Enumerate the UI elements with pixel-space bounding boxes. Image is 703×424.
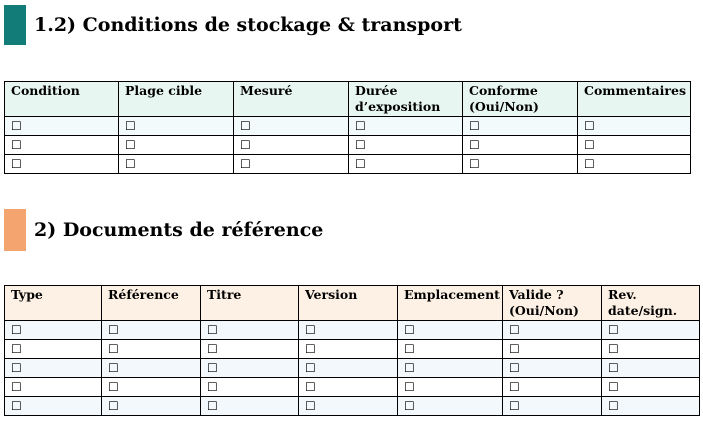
- column-header: Emplacement: [398, 286, 503, 321]
- checkbox[interactable]: ☐: [463, 136, 578, 155]
- column-header: Valide ? (Oui/Non): [503, 286, 602, 321]
- column-header: Titre: [201, 286, 299, 321]
- table-row: [5, 340, 700, 359]
- checkbox[interactable]: ☐: [102, 359, 201, 378]
- section-title-storage: 1.2) Conditions de stockage & transport: [34, 14, 462, 36]
- table-row: [5, 136, 691, 155]
- checkbox[interactable]: ☐: [234, 117, 349, 136]
- column-header: Commentaires: [578, 82, 691, 117]
- checkbox[interactable]: ☐: [102, 378, 201, 397]
- checkbox[interactable]: ☐: [349, 155, 463, 174]
- checkbox[interactable]: ☐: [5, 117, 119, 136]
- table-row: [5, 397, 700, 416]
- checkbox[interactable]: ☐: [398, 359, 503, 378]
- checkbox[interactable]: ☐: [5, 378, 102, 397]
- checkbox[interactable]: ☐: [5, 321, 102, 340]
- checkbox[interactable]: ☐: [602, 340, 700, 359]
- checkbox[interactable]: ☐: [503, 397, 602, 416]
- checkbox[interactable]: ☐: [398, 321, 503, 340]
- checkbox[interactable]: ☐: [119, 155, 234, 174]
- checkbox[interactable]: ☐: [503, 359, 602, 378]
- checkbox[interactable]: ☐: [463, 155, 578, 174]
- column-header: Plage cible: [119, 82, 234, 117]
- checkbox[interactable]: ☐: [119, 136, 234, 155]
- checkbox[interactable]: ☐: [201, 378, 299, 397]
- checkbox[interactable]: ☐: [398, 340, 503, 359]
- checkbox[interactable]: ☐: [349, 117, 463, 136]
- checkbox[interactable]: ☐: [102, 321, 201, 340]
- checkbox[interactable]: ☐: [299, 378, 398, 397]
- table-row: [5, 155, 691, 174]
- checkbox[interactable]: ☐: [349, 136, 463, 155]
- column-header: Condition: [5, 82, 119, 117]
- checkbox[interactable]: ☐: [299, 340, 398, 359]
- reference-documents-table: [4, 285, 700, 416]
- checkbox[interactable]: ☐: [5, 340, 102, 359]
- checkbox[interactable]: ☐: [503, 321, 602, 340]
- checkbox[interactable]: ☐: [602, 359, 700, 378]
- checkbox[interactable]: ☐: [5, 136, 119, 155]
- checkbox[interactable]: ☐: [5, 397, 102, 416]
- checkbox[interactable]: ☐: [201, 359, 299, 378]
- checkbox[interactable]: ☐: [201, 321, 299, 340]
- checkbox[interactable]: ☐: [299, 321, 398, 340]
- checkbox[interactable]: ☐: [234, 136, 349, 155]
- table-header-row: [5, 82, 691, 117]
- checkbox[interactable]: ☐: [5, 359, 102, 378]
- checkbox[interactable]: ☐: [102, 397, 201, 416]
- checkbox[interactable]: ☐: [201, 340, 299, 359]
- table-row: [5, 117, 691, 136]
- checkbox[interactable]: ☐: [602, 397, 700, 416]
- checkbox[interactable]: ☐: [299, 359, 398, 378]
- checkbox[interactable]: ☐: [602, 321, 700, 340]
- checkbox[interactable]: ☐: [102, 340, 201, 359]
- column-header: Conforme (Oui/Non): [463, 82, 578, 117]
- checkbox[interactable]: ☐: [578, 136, 691, 155]
- checkbox[interactable]: ☐: [5, 155, 119, 174]
- column-header: Référence: [102, 286, 201, 321]
- teal-accent-bar: [4, 5, 26, 45]
- orange-accent-bar: [4, 209, 26, 251]
- checkbox[interactable]: ☐: [398, 397, 503, 416]
- checkbox[interactable]: ☐: [602, 378, 700, 397]
- table-row: [5, 359, 700, 378]
- checkbox[interactable]: ☐: [299, 397, 398, 416]
- checkbox[interactable]: ☐: [503, 378, 602, 397]
- checkbox[interactable]: ☐: [398, 378, 503, 397]
- section-heading-documents: [4, 209, 323, 251]
- section-title-documents: 2) Documents de référence: [34, 219, 324, 241]
- checkbox[interactable]: ☐: [578, 117, 691, 136]
- table-header-row: [5, 286, 700, 321]
- column-header: Rev. date/sign.: [602, 286, 700, 321]
- column-header: Mesuré: [234, 82, 349, 117]
- table-row: [5, 378, 700, 397]
- column-header: Durée d’exposition: [349, 82, 463, 117]
- column-header: Type: [5, 286, 102, 321]
- checkbox[interactable]: ☐: [578, 155, 691, 174]
- column-header: Version: [299, 286, 398, 321]
- checkbox[interactable]: ☐: [201, 397, 299, 416]
- checkbox[interactable]: ☐: [503, 340, 602, 359]
- checkbox[interactable]: ☐: [234, 155, 349, 174]
- storage-conditions-table: [4, 81, 691, 174]
- table-row: [5, 321, 700, 340]
- checkbox[interactable]: ☐: [119, 117, 234, 136]
- checkbox[interactable]: ☐: [463, 117, 578, 136]
- section-heading-storage: [4, 5, 462, 45]
